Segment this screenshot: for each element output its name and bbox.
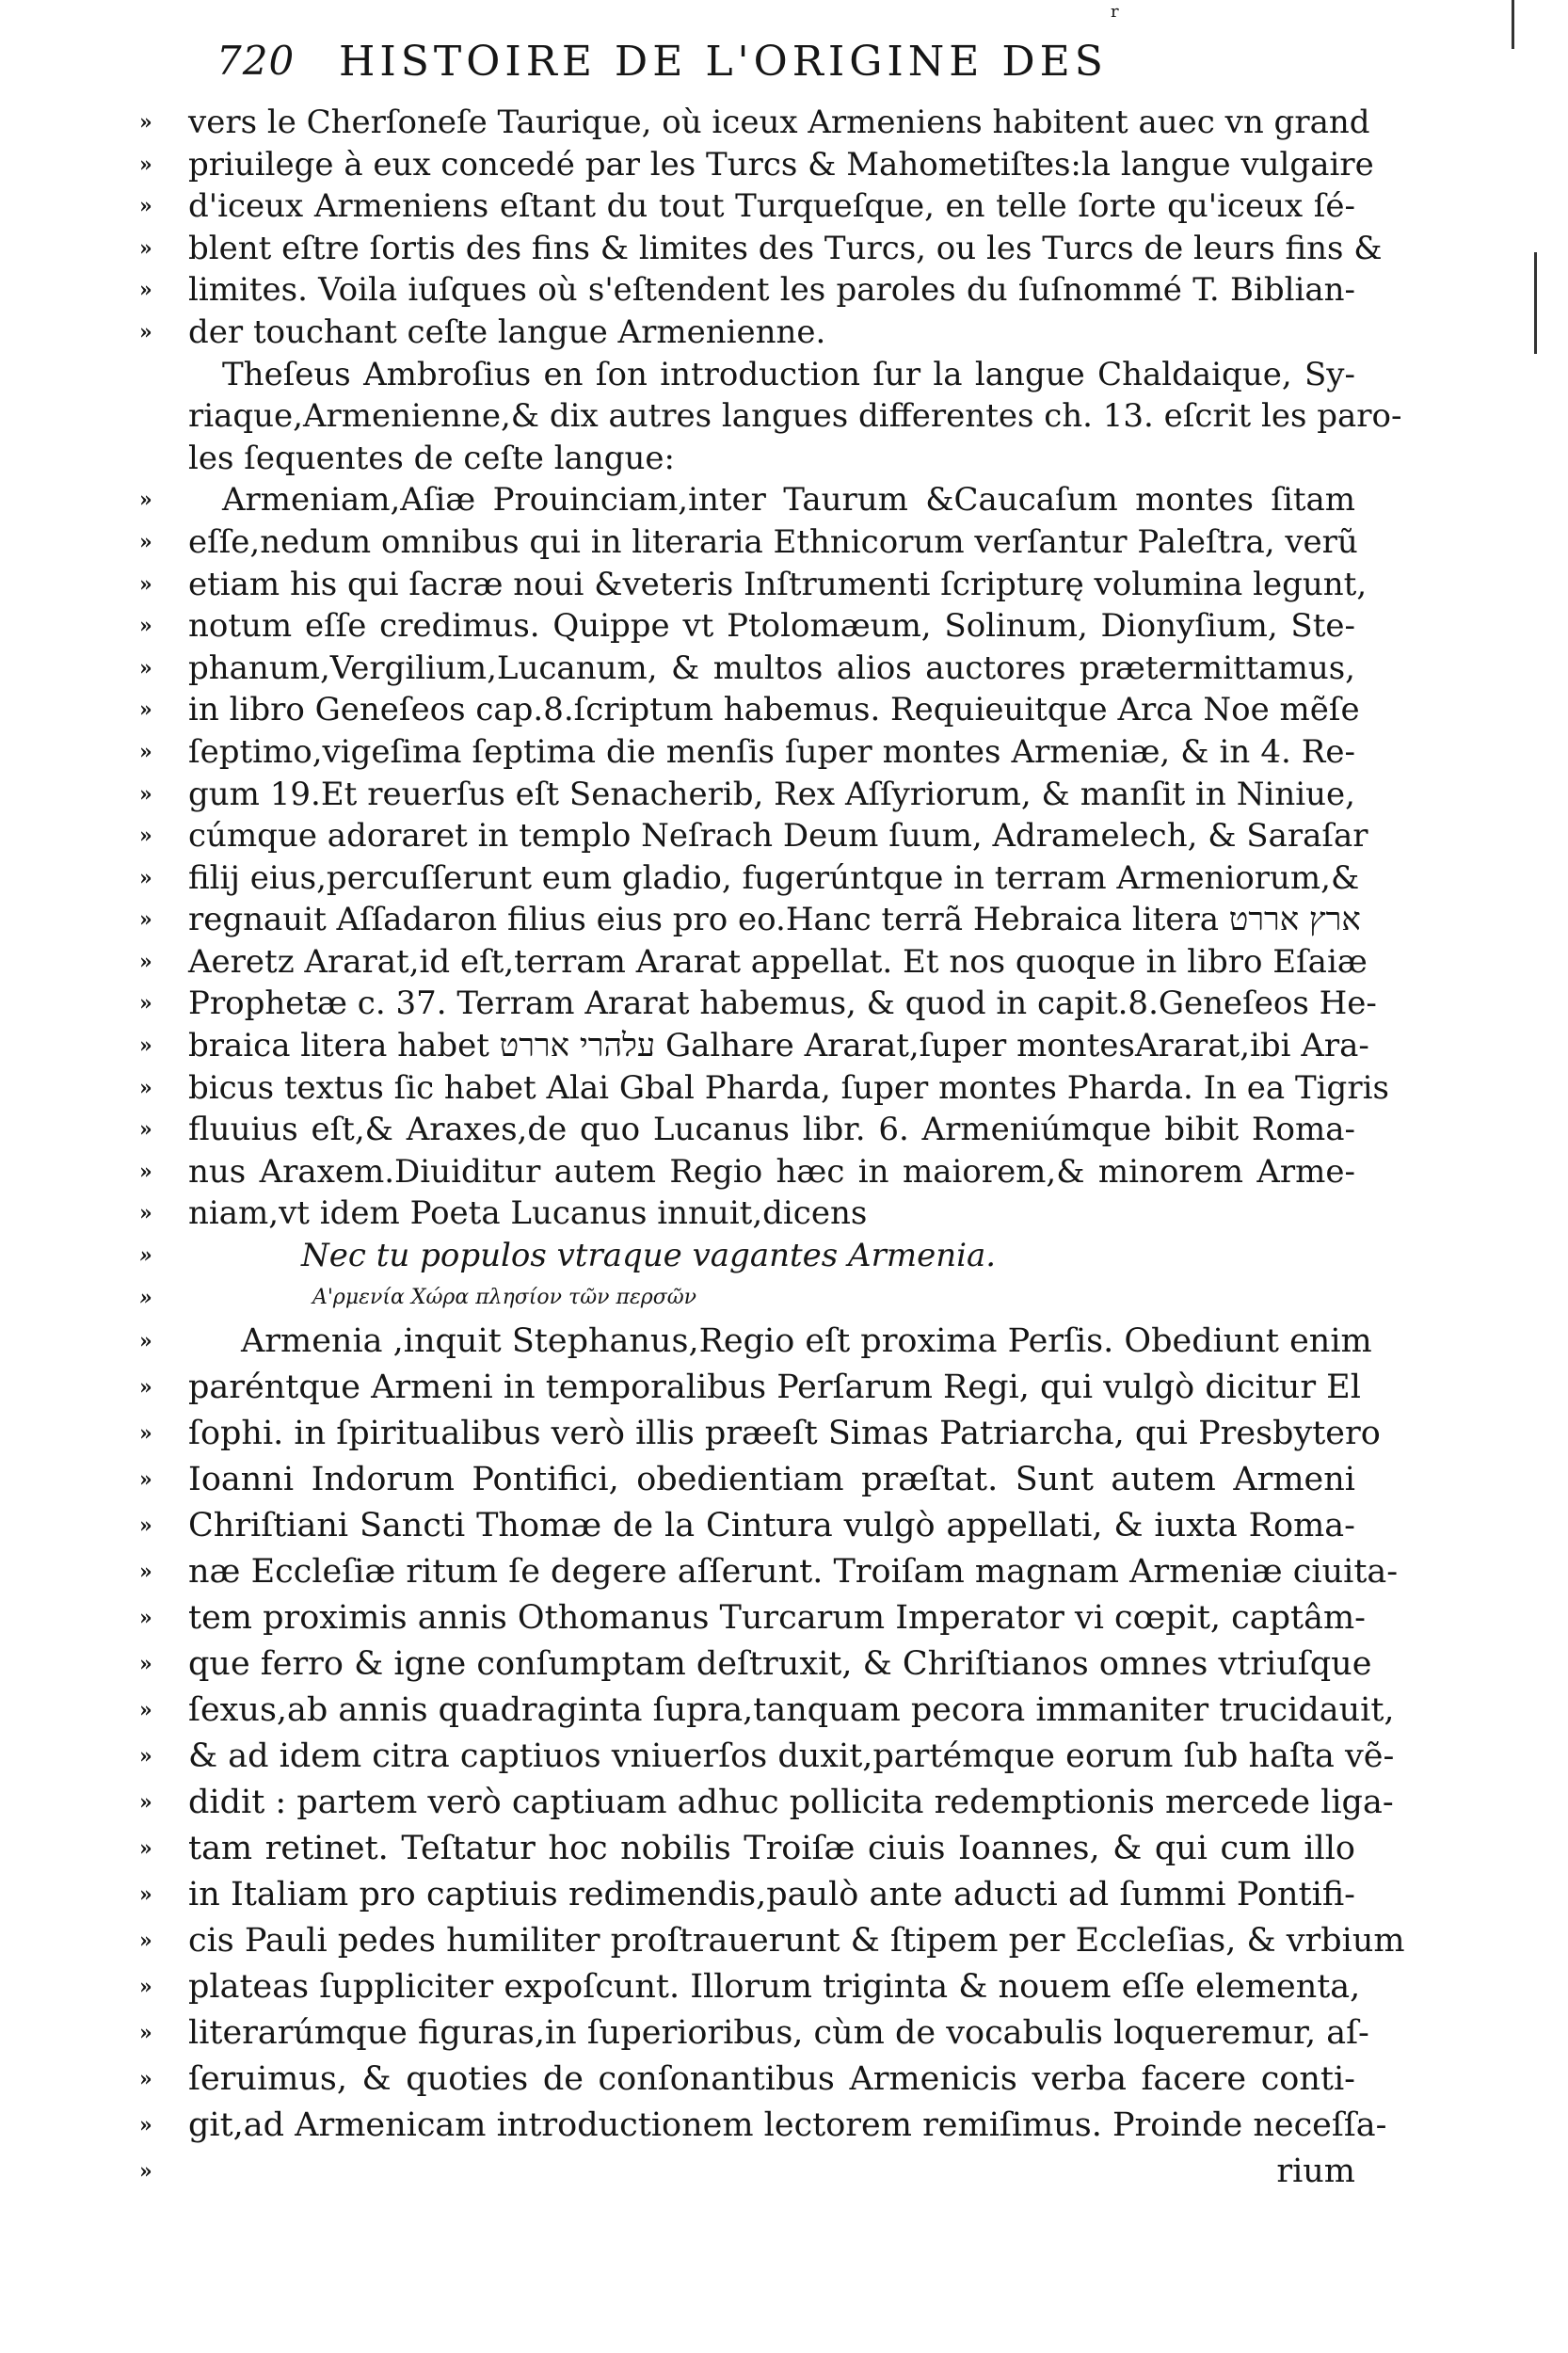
line-text: priuilege à eux concedé par les Turcs & Mahometiſtes:la langue vulgaire — [188, 145, 1374, 184]
line-text: bicus textus ſic habet Alai Gbal Pharda, ſuper montes Pharda. In ea Tigris — [188, 1068, 1389, 1107]
text-line — [139, 144, 1374, 186]
line-text: phanum,Vergilium,Lucanum, & multos alios auctores prætermittamus, — [188, 648, 1355, 687]
text-line — [139, 2149, 1355, 2195]
line-text: Aeretz Ararat,id eſt,terram Ararat appellat. Et nos quoque in libro Eſaiæ — [188, 942, 1368, 981]
text-line — [139, 564, 1368, 606]
text-line — [139, 605, 1355, 648]
quotation-mark: » — [139, 1243, 152, 1269]
text-line — [139, 1319, 1372, 1365]
quotation-mark: » — [139, 1790, 152, 1816]
text-line — [139, 185, 1355, 228]
quotation-mark: » — [139, 1652, 152, 1677]
quotation-mark: » — [139, 1975, 152, 2000]
line-text: paréntque Armeni in temporalibus Perſarum Regi, qui vulgò dicitur El — [188, 1369, 1361, 1407]
text-line — [139, 2103, 1387, 2149]
quotation-mark: » — [139, 1698, 152, 1723]
quotation-mark: » — [139, 1075, 152, 1100]
quotation-mark: » — [139, 2113, 152, 2138]
line-text: gum 19.Et reuerſus eſt Senacherib, Rex Aſſyriorum, & manſit in Niniue, — [188, 775, 1355, 813]
quotation-mark: » — [139, 488, 152, 513]
quotation-mark: » — [139, 152, 152, 177]
text-line — [139, 857, 1360, 900]
quotation-mark: » — [139, 1329, 152, 1354]
text-line — [139, 1277, 1355, 1320]
line-text: regnauit Aſſadaron filius eius pro eo.Hanc terrã Hebraica litera ארץ אררט — [188, 901, 1361, 939]
line-text: literarúmque figuras,in ſuperioribus, cùm de vocabulis loqueremur, aſ- — [188, 2014, 1369, 2053]
quotation-mark: » — [139, 739, 152, 764]
line-text: Theſeus Ambroſius en ſon introduction ſur la langue Chaldaique, Sy- — [222, 355, 1355, 393]
quotation-mark: » — [139, 949, 152, 974]
quotation-mark: » — [139, 1285, 152, 1310]
text-line — [139, 1826, 1355, 1872]
line-text: Armeniam,Aſiæ Prouinciam,inter Taurum &Caucaſum montes ſitam — [222, 481, 1355, 520]
line-text: etiam his qui ſacræ noui &veteris Inſtrumenti ſcripturę volumina legunt, — [188, 565, 1368, 603]
text-line — [139, 1780, 1394, 1826]
text-line — [139, 2010, 1369, 2057]
line-text: ſexus,ab annis quadraginta ſupra,tanquam pecora immaniter trucidauit, — [188, 1691, 1395, 1730]
quotation-mark: » — [139, 1421, 152, 1447]
quotation-mark: » — [139, 697, 152, 723]
line-text: der touchant ceſte langue Armenienne. — [188, 312, 826, 351]
text-line — [139, 228, 1383, 270]
line-text: braica litera habet עלהרי אררט Galhare Ararat,ſuper montesArarat,ibi Ara- — [188, 1027, 1369, 1065]
text-line — [139, 774, 1355, 816]
text-line — [139, 1411, 1381, 1457]
line-text: Armenia ,inquit Stephanus,Regio eſt proxima Perſis. Obediunt enim — [241, 1322, 1372, 1361]
quotation-mark: » — [139, 1159, 152, 1184]
line-text: vers le Cherſoneſe Taurique, où iceux Armeniens habitent auec vn grand — [188, 104, 1370, 141]
quotation-mark: » — [139, 235, 152, 261]
text-line — [139, 689, 1360, 731]
quotation-mark: » — [139, 571, 152, 597]
quotation-mark: » — [139, 1560, 152, 1585]
line-text: les ſequentes de ceſte langue: — [188, 439, 675, 477]
quotation-mark: » — [139, 907, 152, 933]
text-line — [139, 1734, 1395, 1780]
line-text: notum eſſe credimus. Quippe vt Ptolomæum, Solinum, Dionyſium, Ste- — [188, 607, 1355, 646]
text-line — [188, 395, 1402, 438]
quotation-mark: » — [139, 1513, 152, 1539]
quotation-mark: » — [139, 1836, 152, 1862]
text-line — [139, 941, 1368, 984]
quotation-mark: » — [139, 278, 152, 303]
line-text: limites. Voila iuſques où s'eſtendent les paroles du ſuſnommé T. Biblian- — [188, 271, 1355, 310]
line-text: in libro Geneſeos cap.8.ſcriptum habemus. Requieuitque Arca Noe mẽſe — [188, 691, 1360, 729]
line-text: nus Araxem.Diuiditur autem Regio hæc in maiorem,& minorem Arme- — [188, 1152, 1355, 1191]
line-text: tem proximis annis Othomanus Turcarum Imperator vi cœpit, captâm- — [188, 1599, 1366, 1638]
text-line — [139, 815, 1368, 857]
margin-rule — [1512, 0, 1514, 49]
text-line — [139, 1025, 1369, 1067]
text-line — [139, 1549, 1399, 1595]
line-text: plateas ſuppliciter expoſcunt. Illorum triginta & nouem eſſe elementa, — [188, 1968, 1361, 2007]
text-line — [139, 479, 1355, 521]
line-text: tam retinet. Teſtatur hoc nobilis Troiſæ ciuis Ioannes, & qui cum illo — [188, 1830, 1355, 1868]
quotation-mark: » — [139, 1375, 152, 1401]
text-line — [139, 1641, 1372, 1688]
text-line — [139, 1109, 1355, 1151]
line-text: ſophi. in ſpiritualibus verò illis præeſt Simas Patriarcha, qui Presbytero — [188, 1415, 1381, 1453]
text-line — [139, 1872, 1355, 1918]
text-line — [139, 983, 1377, 1025]
text-line — [139, 521, 1358, 564]
line-text: riaque,Armenienne,& dix autres langues differentes ch. 13. eſcrit les paro- — [188, 397, 1402, 436]
text-line — [139, 102, 1370, 144]
line-text: Prophetæ c. 37. Terram Ararat habemus, & quod in capit.8.Geneſeos He- — [188, 984, 1377, 1023]
line-text: didit : partem verò captiuam adhuc pollicita redemptionis mercede liga- — [188, 1784, 1394, 1822]
line-text: niam,vt idem Poeta Lucanus innuit,dicens — [188, 1194, 868, 1233]
line-text: næ Eccleſiæ ritum ſe degere aſſerunt. Troiſam magnam Armeniæ ciuita- — [188, 1553, 1399, 1592]
body-text — [139, 102, 1405, 2195]
quotation-mark: » — [139, 1929, 152, 1954]
quotation-mark: » — [139, 824, 152, 849]
text-line — [139, 731, 1355, 774]
text-line — [188, 438, 1355, 480]
quotation-mark: » — [139, 529, 152, 554]
quotation-mark: » — [139, 1033, 152, 1059]
line-text: Ioanni Indorum Pontifici, obedientiam præſtat. Sunt autem Armeni — [188, 1461, 1355, 1499]
margin-rule-lower — [1534, 252, 1537, 354]
text-line — [139, 1193, 1355, 1235]
quotation-mark: » — [139, 194, 152, 219]
line-text: git,ad Armenicam introductionem lectorem remiſimus. Proinde neceſſa- — [188, 2106, 1387, 2145]
top-mark: r — [1111, 2, 1119, 22]
text-line — [139, 1365, 1361, 1411]
quotation-mark: » — [139, 1117, 152, 1143]
quotation-mark: » — [139, 2021, 152, 2046]
line-text: rium — [1276, 2153, 1355, 2191]
line-text: cis Pauli pedes humiliter proſtrauerunt & ſtipem per Eccleſias, & vrbium — [188, 1922, 1405, 1961]
line-text: Nec tu populos vtraque vagantes Armenia. — [301, 1237, 997, 1275]
text-line — [139, 1067, 1389, 1110]
line-text: Α'ρμενία Χώρα πλησίον τῶν περσῶν — [312, 1285, 697, 1309]
text-line — [139, 1457, 1355, 1503]
line-text: in Italiam pro captiuis redimendis,paulò ante aducti ad ſummi Pontifi- — [188, 1876, 1355, 1914]
page-number: 720 — [216, 38, 296, 84]
text-line — [139, 1503, 1355, 1549]
text-line — [139, 1688, 1395, 1734]
quotation-mark: » — [139, 1467, 152, 1493]
quotation-mark: » — [139, 655, 152, 680]
text-line — [139, 648, 1355, 690]
line-text: que ferro & igne conſumptam deſtruxit, & Chriſtianos omnes vtriuſque — [188, 1645, 1372, 1684]
quotation-mark: » — [139, 1744, 152, 1769]
text-line — [188, 354, 1355, 396]
text-line — [139, 2057, 1355, 2103]
quotation-mark: » — [139, 319, 152, 344]
quotation-mark: » — [139, 614, 152, 639]
quotation-mark: » — [139, 2159, 152, 2185]
quotation-mark: » — [139, 1882, 152, 1908]
quotation-mark: » — [139, 781, 152, 807]
running-title: HISTOIRE DE L'ORIGINE DES — [339, 38, 1108, 86]
text-line — [139, 1918, 1405, 1964]
line-text: eſſe,nedum omnibus qui in literaria Ethnicorum verſantur Paleſtra, verũ — [188, 522, 1358, 561]
quotation-mark: » — [139, 1606, 152, 1631]
text-line — [139, 899, 1361, 941]
line-text: filij eius,percuſſerunt eum gladio, fugerúntque in terram Armeniorum,& — [188, 858, 1360, 897]
line-text: d'iceux Armeniens eſtant du tout Turqueſque, en telle ſorte qu'iceux ſé- — [188, 187, 1355, 226]
text-line — [139, 1964, 1361, 2010]
page-header — [216, 38, 1242, 94]
line-text: blent eſtre ſortis des fins & limites des Turcs, ou les Turcs de leurs fins & — [188, 229, 1383, 267]
quotation-mark: » — [139, 2067, 152, 2092]
line-text: fluuius eſt,& Araxes,de quo Lucanus libr. 6. Armeniúmque bibit Roma- — [188, 1111, 1355, 1149]
quotation-mark: » — [139, 865, 152, 890]
text-line — [139, 1235, 1355, 1277]
quotation-mark: » — [139, 110, 152, 135]
text-line — [139, 269, 1355, 312]
line-text: Chriſtiani Sancti Thomæ de la Cintura vulgò appellati, & iuxta Roma- — [188, 1507, 1355, 1545]
line-text: cúmque adoraret in templo Neſrach Deum ſuum, Adramelech, & Saraſar — [188, 817, 1368, 856]
text-line — [139, 312, 1355, 354]
quotation-mark: » — [139, 1201, 152, 1226]
text-line — [139, 1595, 1366, 1641]
line-text: & ad idem citra captiuos vniuerſos duxit,partémque eorum ſub haſta vẽ- — [188, 1737, 1395, 1776]
text-line — [139, 1151, 1355, 1193]
quotation-mark: » — [139, 991, 152, 1016]
line-text: ſeptimo,vigeſima ſeptima die menſis ſuper montes Armeniæ, & in 4. Re- — [188, 732, 1355, 771]
line-text: ſeruimus, & quoties de conſonantibus Armenicis verba facere conti- — [188, 2060, 1355, 2099]
